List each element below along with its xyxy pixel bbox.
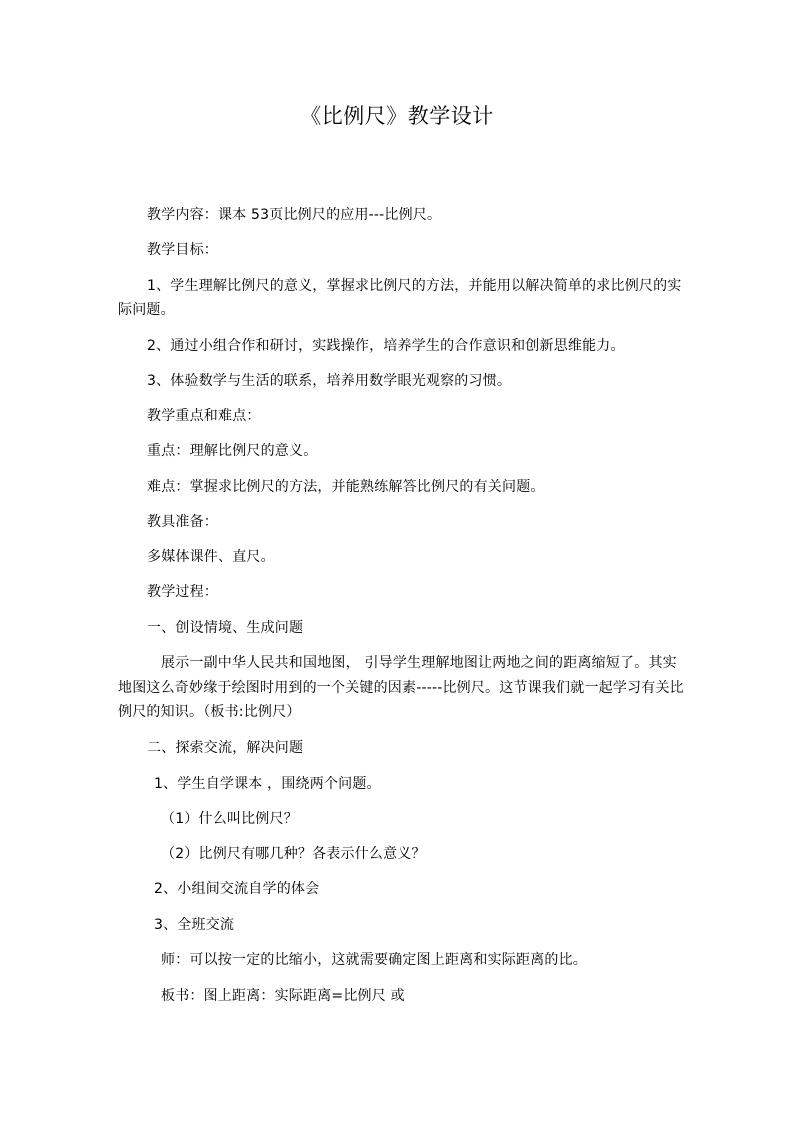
- section-1-paragraph-line-2: 地图这么奇妙缘于绘图时用到的一个关键的因素-----比例尺。这节课我们就一起学习有关比: [118, 680, 684, 696]
- step-2: 2、小组间交流自学的体会: [154, 881, 320, 897]
- difficult-point: 难点：掌握求比例尺的方法，并能熟练解答比例尺的有关问题。: [147, 479, 545, 495]
- teaching-goals-heading: 教学目标：: [147, 242, 218, 258]
- section-1-heading: 一、创设情境、生成问题: [147, 620, 304, 636]
- teacher-remark: 师：可以按一定的比缩小，这就需要确定图上距离和实际距离的比。: [161, 952, 587, 968]
- process-heading: 教学过程：: [147, 584, 218, 600]
- board-writing: 板书：图上距离：实际距离=比例尺 或: [161, 988, 405, 1004]
- teaching-content: 教学内容：课本 53页比例尺的应用---比例尺。: [147, 207, 442, 223]
- goal-2: 2、通过小组合作和研讨，实践操作，培养学生的合作意识和创新思维能力。: [147, 338, 625, 354]
- materials-heading: 教具准备：: [147, 514, 218, 530]
- goal-3: 3、体验数学与生活的联系，培养用数学眼光观察的习惯。: [147, 373, 512, 389]
- materials-list: 多媒体课件、直尺。: [147, 549, 275, 565]
- goal-1-line-1: 1、学生理解比例尺的意义，掌握求比例尺的方法，并能用以解决简单的求比例尺的实: [147, 278, 682, 294]
- document-title: 《比例尺》教学设计: [300, 104, 494, 128]
- question-2: （2）比例尺有哪几种？各表示什么意义？: [161, 846, 426, 862]
- key-point: 重点：理解比例尺的意义。: [147, 443, 318, 459]
- section-1-paragraph-line-3: 例尺的知识。（板书:比例尺）: [118, 704, 301, 720]
- section-2-heading: 二、探索交流，解决问题: [147, 740, 304, 756]
- step-1: 1、学生自学课本 ，围绕两个问题。: [154, 776, 381, 792]
- question-1: （1）什么叫比例尺？: [161, 811, 298, 827]
- key-points-heading: 教学重点和难点：: [147, 408, 261, 424]
- goal-1-line-2: 际问题。: [118, 302, 175, 318]
- section-1-paragraph-line-1: 展示一副中华人民共和国地图， 引导学生理解地图让两地之间的距离缩短了。其实: [161, 655, 677, 671]
- step-3: 3、全班交流: [154, 917, 235, 933]
